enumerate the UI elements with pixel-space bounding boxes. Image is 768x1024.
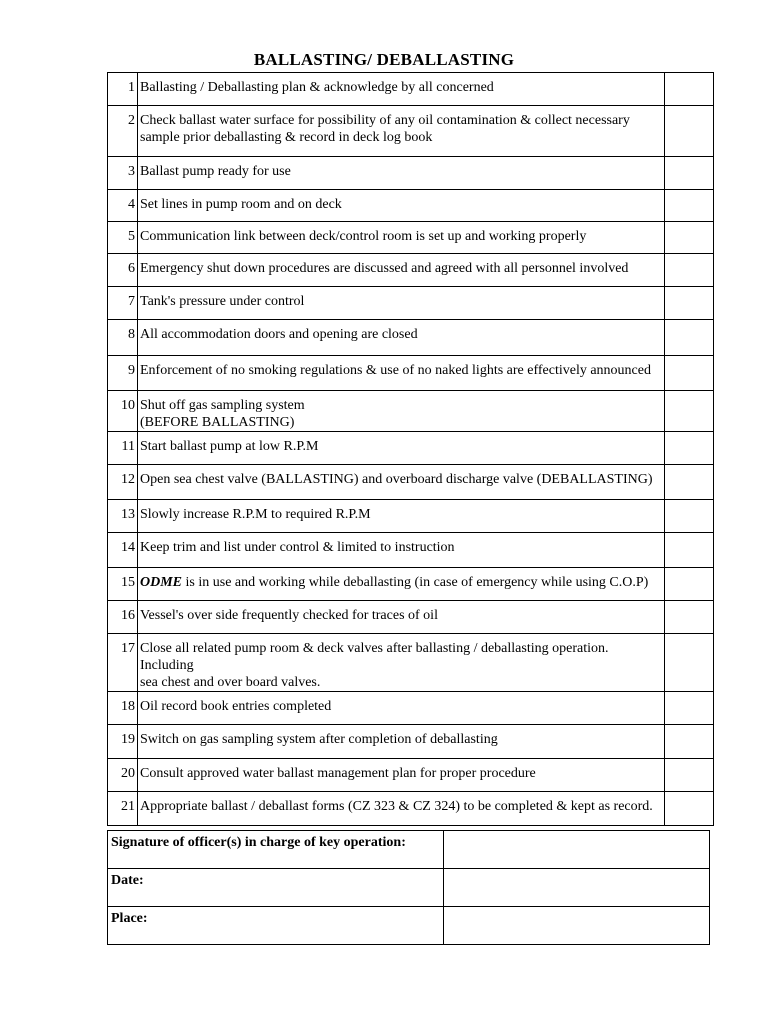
item-number: 14 <box>108 533 138 568</box>
item-text: Ballast pump ready for use <box>140 164 291 179</box>
check-box-cell[interactable] <box>665 533 714 568</box>
check-box-cell[interactable] <box>665 692 714 725</box>
item-number: 2 <box>108 106 138 157</box>
checklist-row <box>108 601 714 634</box>
item-text-cell <box>138 190 665 222</box>
checklist-row <box>108 254 714 287</box>
item-text: Set lines in pump room and on deck <box>140 197 342 212</box>
item-text: Emergency shut down procedures are discussed and agreed with all personnel involved <box>140 261 629 276</box>
item-text-cell <box>138 601 665 634</box>
checklist-row <box>108 568 714 601</box>
check-box-cell[interactable] <box>665 465 714 500</box>
item-text: Switch on gas sampling system after completion of deballasting <box>140 732 498 747</box>
item-text-cell <box>138 254 665 287</box>
item-number: 19 <box>108 725 138 759</box>
item-text-cell <box>138 634 665 692</box>
item-number: 7 <box>108 287 138 320</box>
item-text-cell <box>138 73 665 106</box>
checklist-row <box>108 500 714 533</box>
check-box-cell[interactable] <box>665 601 714 634</box>
page-title: BALLASTING/ DEBALLASTING <box>253 50 515 69</box>
item-number: 15 <box>108 568 138 601</box>
checklist-row <box>108 222 714 254</box>
item-text-cell <box>138 725 665 759</box>
check-box-cell[interactable] <box>665 190 714 222</box>
check-box-cell[interactable] <box>665 320 714 356</box>
item-text-cell <box>138 106 665 157</box>
item-text: Close all related pump room & deck valves after ballasting / deballasting operation. Including sea chest and over board valves. <box>140 641 609 690</box>
check-box-cell[interactable] <box>665 759 714 792</box>
signature-row <box>108 831 710 869</box>
item-text-cell <box>138 759 665 792</box>
item-text-cell <box>138 500 665 533</box>
item-number: 4 <box>108 190 138 222</box>
checklist-row <box>108 759 714 792</box>
check-box-cell[interactable] <box>665 792 714 826</box>
item-number: 16 <box>108 601 138 634</box>
item-text-cell <box>138 792 665 826</box>
item-text: Enforcement of no smoking regulations & use of no naked lights are effectively announced <box>140 363 651 378</box>
check-box-cell[interactable] <box>665 432 714 465</box>
item-text-cell <box>138 465 665 500</box>
item-text: Open sea chest valve (BALLASTING) and overboard discharge valve (DEBALLASTING) <box>140 472 653 487</box>
item-text: Slowly increase R.P.M to required R.P.M <box>140 507 371 522</box>
odme-term: ODME <box>140 575 183 590</box>
item-text-cell <box>138 568 665 601</box>
item-text: Keep trim and list under control & limited to instruction <box>140 540 455 555</box>
checklist-row <box>108 725 714 759</box>
place-label: Place: <box>108 907 444 945</box>
signature-label: Signature of officer(s) in charge of key operation: <box>108 831 444 869</box>
item-number: 9 <box>108 356 138 391</box>
place-row <box>108 907 710 945</box>
item-number: 18 <box>108 692 138 725</box>
item-text: Start ballast pump at low R.P.M <box>140 439 319 454</box>
checklist-row <box>108 692 714 725</box>
item-text-cell <box>138 222 665 254</box>
checklist-row <box>108 106 714 157</box>
item-text: Check ballast water surface for possibility of any oil contamination & collect necessary sample prior deballasting & record in deck log book <box>140 113 630 145</box>
item-text: Consult approved water ballast management plan for proper procedure <box>140 766 536 781</box>
item-text: Ballasting / Deballasting plan & acknowledge by all concerned <box>140 80 494 95</box>
check-box-cell[interactable] <box>665 106 714 157</box>
item-text-cell <box>138 320 665 356</box>
item-number: 12 <box>108 465 138 500</box>
checklist-row <box>108 157 714 190</box>
check-box-cell[interactable] <box>665 222 714 254</box>
item-text: Appropriate ballast / deballast forms (CZ 323 & CZ 324) to be completed & kept as record. <box>140 799 653 814</box>
signature-table <box>107 830 710 945</box>
item-number: 10 <box>108 391 138 432</box>
item-number: 17 <box>108 634 138 692</box>
item-text: is in use and working while deballasting (in case of emergency while using C.O.P) <box>182 575 649 590</box>
date-label: Date: <box>108 869 444 907</box>
item-text: Vessel's over side frequently checked for traces of oil <box>140 608 438 623</box>
checklist-table <box>107 72 714 826</box>
item-text: Shut off gas sampling system (BEFORE BALLASTING) <box>140 398 305 430</box>
item-number: 6 <box>108 254 138 287</box>
checklist-row <box>108 73 714 106</box>
check-box-cell[interactable] <box>665 725 714 759</box>
date-field[interactable] <box>444 869 710 907</box>
check-box-cell[interactable] <box>665 356 714 391</box>
item-number: 20 <box>108 759 138 792</box>
checklist-row <box>108 320 714 356</box>
item-text: Communication link between deck/control room is set up and working properly <box>140 229 587 244</box>
item-number: 8 <box>108 320 138 356</box>
checklist-row <box>108 356 714 391</box>
checklist-row <box>108 432 714 465</box>
place-field[interactable] <box>444 907 710 945</box>
item-number: 5 <box>108 222 138 254</box>
item-text-cell <box>138 356 665 391</box>
check-box-cell[interactable] <box>665 634 714 692</box>
item-number: 11 <box>108 432 138 465</box>
check-box-cell[interactable] <box>665 73 714 106</box>
item-text: Oil record book entries completed <box>140 699 332 714</box>
checklist-row <box>108 287 714 320</box>
item-text-cell <box>138 157 665 190</box>
checklist-row <box>108 465 714 500</box>
item-text: All accommodation doors and opening are closed <box>140 327 418 342</box>
checklist-row <box>108 190 714 222</box>
checklist-row <box>108 533 714 568</box>
item-text-cell <box>138 287 665 320</box>
check-box-cell[interactable] <box>665 391 714 432</box>
item-text: Tank's pressure under control <box>140 294 305 309</box>
item-number: 1 <box>108 73 138 106</box>
check-box-cell[interactable] <box>665 500 714 533</box>
date-row <box>108 869 710 907</box>
item-text-cell <box>138 692 665 725</box>
check-box-cell[interactable] <box>665 254 714 287</box>
item-text-cell <box>138 432 665 465</box>
item-text-cell <box>138 533 665 568</box>
checklist-row <box>108 792 714 826</box>
checklist-row <box>108 391 714 432</box>
check-box-cell[interactable] <box>665 157 714 190</box>
check-box-cell[interactable] <box>665 568 714 601</box>
check-box-cell[interactable] <box>665 287 714 320</box>
signature-field[interactable] <box>444 831 710 869</box>
item-number: 13 <box>108 500 138 533</box>
item-number: 21 <box>108 792 138 826</box>
item-number: 3 <box>108 157 138 190</box>
item-text-cell <box>138 391 665 432</box>
checklist-row <box>108 634 714 692</box>
